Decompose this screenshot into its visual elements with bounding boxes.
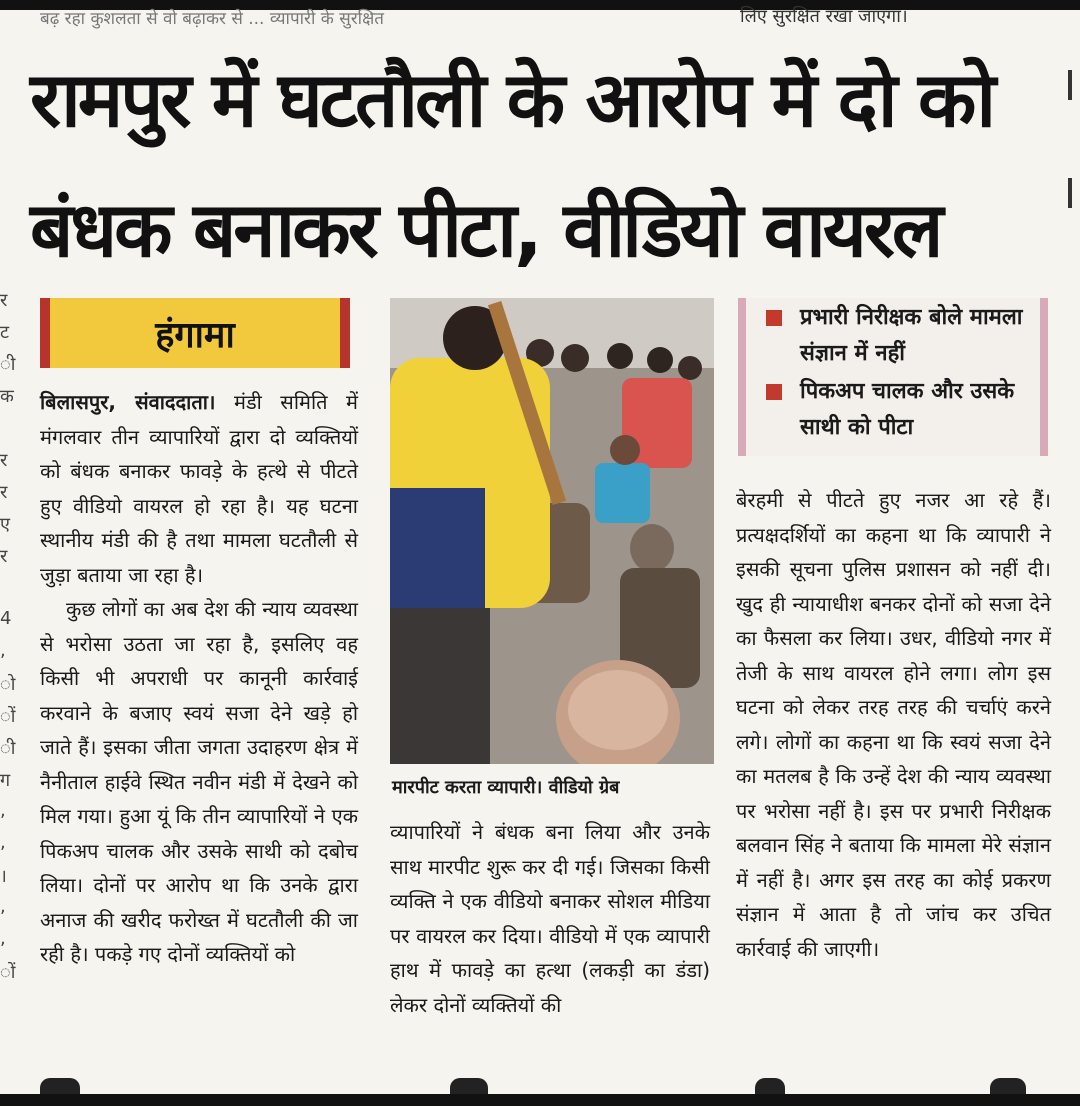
article-column-2: व्यापारियों ने बंधक बना लिया और उनके साथ मारपीट शुरू कर दी गई। जिसका किसी व्यक्ति ने एक वीडियो बनाकर सोशल मीडिया पर वायरल कर दिया। वीडियो में एक व्यापारी हाथ में फावड़े का हत्था (लकड़ी का डंडा) लेकर दोनों व्यक्तियों की [390,820,710,1017]
headline-line-1: रामपुर में घटतौली के आरोप में दो को [30,55,994,144]
article-column-3: बेरहमी से पीटते हुए नजर आ रहे हैं। प्रत्यक्षदर्शियों का कहना था कि व्यापारी ने इसकी सूचना पुलिस प्रशासन को नहीं दी। खुद ही न्यायाधीश बनकर दोनों को सजा देने का फैसला कर लिया। उधर, वीडियो नगर में तेजी के साथ वायरल होने लगा। लोग इस घटना को लेकर तरह तरह की चर्चाएं करने लगे। लोगों का कहना था कि स्वयं सजा देने का मतलब है कि उन्हें देश की न्याय व्यवस्था पर भरोसा नहीं है। इस पर प्रभारी निरीक्षक बलवान सिंह ने बताया कि मामला मेरे संज्ञान में नहीं है। अगर इस तरह का कोई प्रकरण संज्ञान में आता है तो जांच कर उचित कार्रवाई की जाएगी। [736,488,1051,961]
edge-fragment: र [0,450,8,471]
paragraph-1: मंडी समिति में मंगलवार तीन व्यापारियों द्वारा दो व्यक्तियों को बंधक बनाकर फावड़े के हत्थे से पीटते हुए वीडियो वायरल हो रहा है। यह घटना स्थानीय मंडी की है तथा मामला घटतौली से जुड़ा बताया जा रहा है। [40,390,358,587]
news-photo [390,298,714,764]
square-bullet-icon [766,310,782,326]
edge-fragment: र [0,482,8,503]
edge-fragment [0,576,18,608]
square-bullet-icon [766,384,782,400]
page-bottom-edge [0,1094,1080,1106]
edge-fragment: , [0,896,6,917]
article-column-1 [40,385,358,972]
paragraph-2: कुछ लोगों का अब देश की न्याय व्यवस्था से भरोसा उठता जा रहा है, इसलिए वह किसी भी अपराधी पर कानूनी कार्रवाई करवाने के बजाए स्वयं सजा देने खड़े हो जाते हैं। इसका जीता जगता उदाहरण क्षेत्र में नैनीताल हाईवे स्थित नवीन मंडी में देखने को मिल गया। हुआ यूं कि तीन व्यापारियों ने एक पिकअप चालक और उसके साथी को दबोच लिया। दोनों पर आरोप था कि उनके द्वारा अनाज की खरीद फरोख्त में घटतौली की जा रही है। पकड़े गए दोनों व्यक्तियों को [40,597,358,966]
edge-fragment: र [0,546,8,567]
edge-fragment: , [0,928,6,949]
highlights-box [738,298,1048,456]
edge-fragment [0,416,18,448]
highlight-item-1 [766,300,1026,372]
edge-fragment: ी [0,354,16,375]
edge-fragment: , [0,800,6,821]
section-tag-label: हंगामा [155,314,235,356]
edge-fragment: । [0,866,7,887]
edge-fragment: ों [0,706,16,727]
highlight-text-1: प्रभारी निरीक्षक बोले मामला संज्ञान में नहीं [800,305,1023,366]
edge-fragment: ए [0,514,10,535]
edge-fragment: ट [0,322,10,343]
byline: बिलासपुर, संवाददाता। [40,390,216,414]
edge-fragment: 4 [0,608,12,629]
edge-fragment: ों [0,962,16,983]
cut-off-text-top-right: लिए सुरक्षित रखा जाएगा। [740,6,908,27]
edge-fragment: क [0,386,14,407]
edge-fragment: ग [0,770,11,791]
adjacent-column-fragments [0,288,18,992]
highlight-text-2: पिकअप चालक और उसके साथी को पीटा [800,379,1015,440]
edge-fragment: , [0,640,6,661]
headline-line-2: बंधक बनाकर पीटा, वीडियो वायरल [30,185,941,274]
photo-illustration [390,298,714,764]
edge-fragment: , [0,832,6,853]
cut-off-text-top-left: बढ़ रहा कुशलता से वो बढ़ाकर से ... व्यापारी के सुरक्षित [40,9,384,29]
edge-fragment: ो [0,674,16,695]
highlight-item-2 [766,374,1026,446]
edge-fragment: ी [0,738,16,759]
section-tag [40,298,350,368]
photo-caption: मारपीट करता व्यापारी। वीडियो ग्रेब [392,777,620,798]
edge-fragment: र [0,290,8,311]
